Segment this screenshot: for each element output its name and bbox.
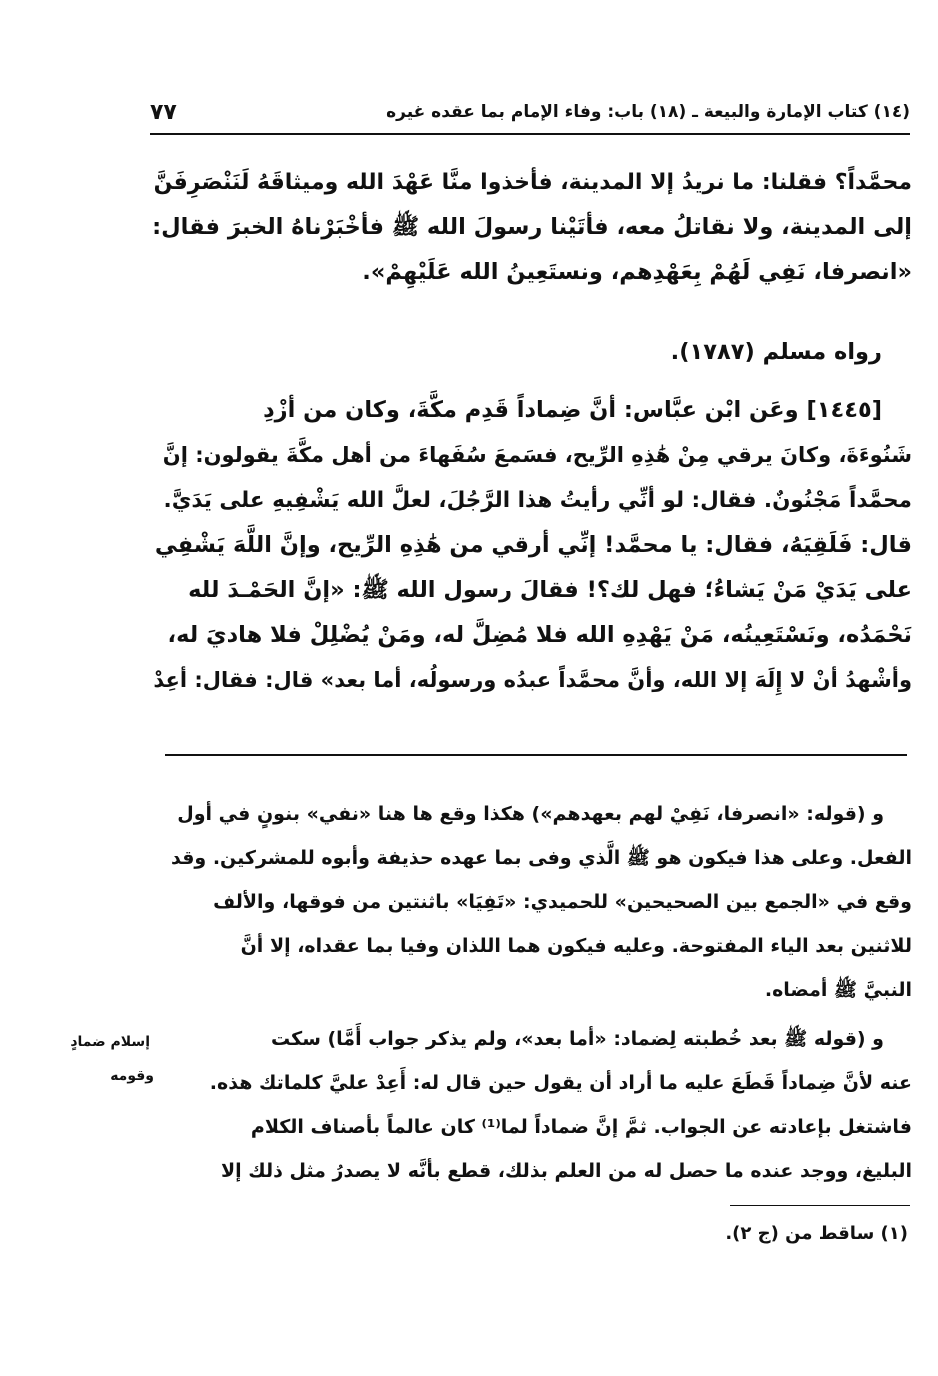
commentary-line: و (قوله ﷺ بعد خُطبته لِضماد: «أما بعد»، ولم يذكر جواب أَمَّا) سكت: [271, 1028, 884, 1050]
commentary-line: فاشتغل بإعادته عن الجواب. ثمَّ إنَّ ضماداً لما⁽¹⁾ كان عالماً بأصناف الكلام: [250, 1116, 912, 1138]
commentary-block-2: [150, 1017, 912, 1193]
margin-note-topic-continued: وقومه: [110, 1068, 154, 1084]
commentary-line: البليغ، ووجد عنده ما حصل له من العلم بذلك، قطع بأنَّه لا يصدرُ مثل ذلك إلا: [220, 1160, 912, 1182]
margin-note-topic: إسلام ضمادٍ: [70, 1034, 150, 1050]
commentary-line: وقع في «الجمع بين الصحيحين» للحميدي: «تَفِيَا» باثنتين من فوقها، والألف: [213, 891, 912, 913]
commentary-line: النبيَّ ﷺ أمضاه.: [764, 979, 912, 1001]
hadith-continuation: [150, 160, 912, 295]
commentary-block-1: [150, 792, 912, 1012]
hadith-1445: [150, 388, 912, 703]
source-text: رواه مسلم (١٧٨٧).: [670, 339, 882, 365]
commentary-line: عنه لأنَّ ضِماداً قَطَعَ عليه ما أراد أن يقول حين قال له: أَعِدْ عليَّ كلماتك هذه.: [209, 1072, 912, 1094]
text-line: وأشْهدُ أنْ لا إِلَهَ إلا الله، وأنَّ محمَّداً عبدُه ورسولُه، أما بعد» قال: فقال: أعِدْ: [153, 668, 912, 692]
hadith-source: [150, 330, 912, 375]
page-number: ٧٧: [150, 100, 177, 125]
text-line: محمَّداً؟ فقلنا: ما نريدُ إلا المدينة، فأخذوا منَّا عَهْدَ الله وميثاقَهُ لَنَنْصَرِفَنَّ: [153, 170, 912, 195]
text-line: «انصرفا، نَفِي لَهُمْ بِعَهْدِهم، ونستَعِينُ الله عَلَيْهِمْ».: [362, 259, 912, 285]
text-line: نَحْمَدُه، ونَسْتَعِينُه، مَنْ يَهْدِهِ الله فلا مُضِلَّ له، ومَنْ يُضْلِلْ فلا هاديَ له،: [167, 622, 912, 648]
footnote-divider: [730, 1205, 910, 1206]
commentary-divider: [165, 754, 907, 756]
header-rule: [150, 133, 910, 135]
text-line: شَنُوءَةَ، وكانَ يرقي مِنْ هَٰذِهِ الرِّيح، فسَمعَ سُفَهاءَ من أهل مكَّةَ يقولون: إنَّ: [162, 443, 912, 467]
footnote: (١) ساقط من (ج ٢).: [725, 1223, 908, 1244]
text-line: إلى المدينة، ولا نقاتلُ معه، فأتَيْنا رسولَ الله ﷺ فأخْبَرْناهُ الخبرَ فقال:: [152, 214, 912, 240]
commentary-line: و (قوله: «انصرفا، نَفِيْ لهم بعهدهم») هكذا وقع ها هنا «نفي» بنونٍ في أول: [177, 803, 884, 825]
text-line: [١٤٤٥] وعَن ابْن عبَّاس: أنَّ ضِماداً قَدِم مكَّةَ، وكان من أزْدِ: [263, 397, 882, 423]
text-line: محمَّداً مَجْنُونٌ. فقال: لو أنِّي رأيتُ هذا الرَّجُلَ، لعلَّ الله يَشْفِيهِ على يَدَيَّ.: [163, 488, 912, 513]
text-line: قال: فَلَقِيَهُ، فقال: يا محمَّد! إنِّي أرقي من هَٰذِهِ الرِّيح، وإنَّ اللَّهَ يَشْفِي: [154, 532, 912, 558]
commentary-line: للاثنين بعد الياء المفتوحة. وعليه فيكون هما اللذان وفيا بما عقداه، إلا أنَّ: [240, 935, 912, 957]
commentary-line: الفعل. وعلى هذا فيكون هو ﷺ الَّذي وفى بما عهده حذيفة وأبوه للمشركين. وقد: [171, 847, 912, 869]
text-line: على يَدَيْ مَنْ يَشاءُ؛ فهل لك؟! فقالَ رسول الله ﷺ: «إنَّ الحَمْـدَ لله: [188, 577, 912, 603]
page-header: [150, 96, 910, 132]
running-title: (١٤) كتاب الإمارة والبيعة ـ (١٨) باب: وفاء الإمام بما عقده غيره: [386, 102, 910, 122]
